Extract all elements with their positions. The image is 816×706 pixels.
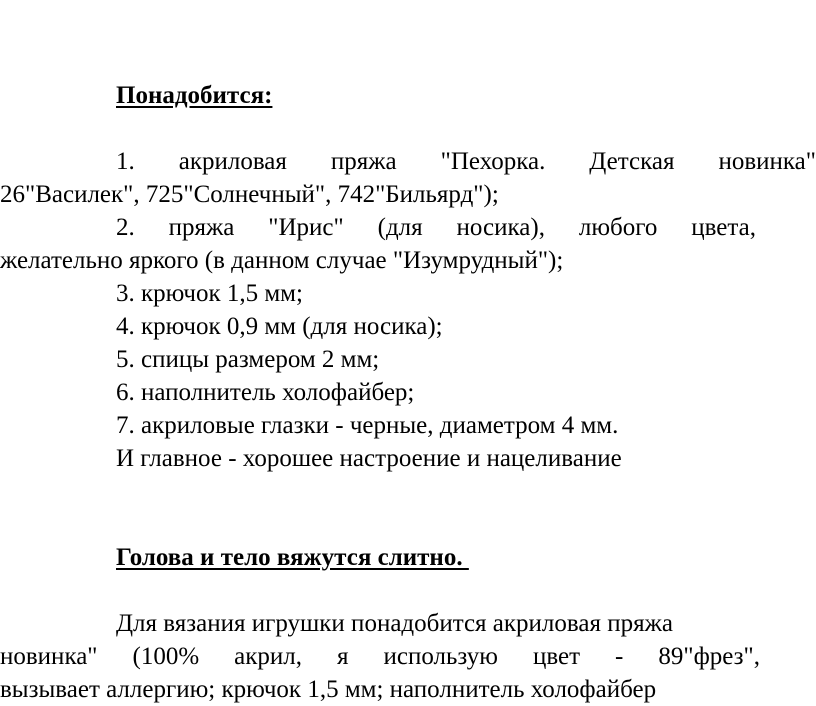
section-heading-materials: Понадобится: [116, 82, 273, 109]
paragraph-line-2 [0, 640, 760, 673]
word: любого [578, 214, 658, 241]
list-item-1-line-1 [116, 145, 816, 178]
word: Детская [589, 148, 675, 175]
word: 89"фрез", [658, 643, 760, 670]
list-item-5: 5. спицы размером 2 мм; [116, 346, 380, 373]
word: пряжа [330, 148, 397, 175]
closing-line: И главное - хорошее настроение и нацеливание [116, 445, 622, 472]
word: 1. [116, 148, 135, 175]
word: цвета, [691, 214, 756, 241]
word: новинка" [0, 643, 98, 670]
word: пряжа [168, 214, 235, 241]
list-item-2-line-1 [116, 211, 756, 244]
word: цвет [532, 643, 581, 670]
word: носика), [456, 214, 545, 241]
list-item-3: 3. крючок 1,5 мм; [116, 280, 303, 307]
section-heading-head-body: Голова и тело вяжутся слитно. [116, 544, 469, 571]
list-item-2-line-2: желательно яркого (в данном случае "Изумрудный"); [0, 247, 564, 274]
word: 2. [116, 214, 135, 241]
list-item-4: 4. крючок 0,9 мм (для носика); [116, 313, 443, 340]
word: "Ирис" [268, 214, 344, 241]
word: я [337, 643, 349, 670]
word: (для [377, 214, 423, 241]
word: акрил, [234, 643, 303, 670]
word: - [615, 643, 624, 670]
paragraph-line-1: Для вязания игрушки понадобится акриловая пряжа [116, 610, 673, 637]
word: "Пехорка. [440, 148, 546, 175]
word: акриловая [178, 148, 287, 175]
list-item-6: 6. наполнитель холофайбер; [116, 379, 415, 406]
word: новинка" [718, 148, 816, 175]
list-item-7: 7. акриловые глазки - черные, диаметром 4 мм. [116, 412, 619, 439]
paragraph-line-3: вызывает аллергию; крючок 1,5 мм; наполнитель холофайбер [0, 676, 657, 703]
list-item-1-line-2: 26"Василек", 725"Солнечный", 742"Бильярд"); [0, 181, 499, 208]
word: (100% [132, 643, 200, 670]
word: использую [383, 643, 498, 670]
